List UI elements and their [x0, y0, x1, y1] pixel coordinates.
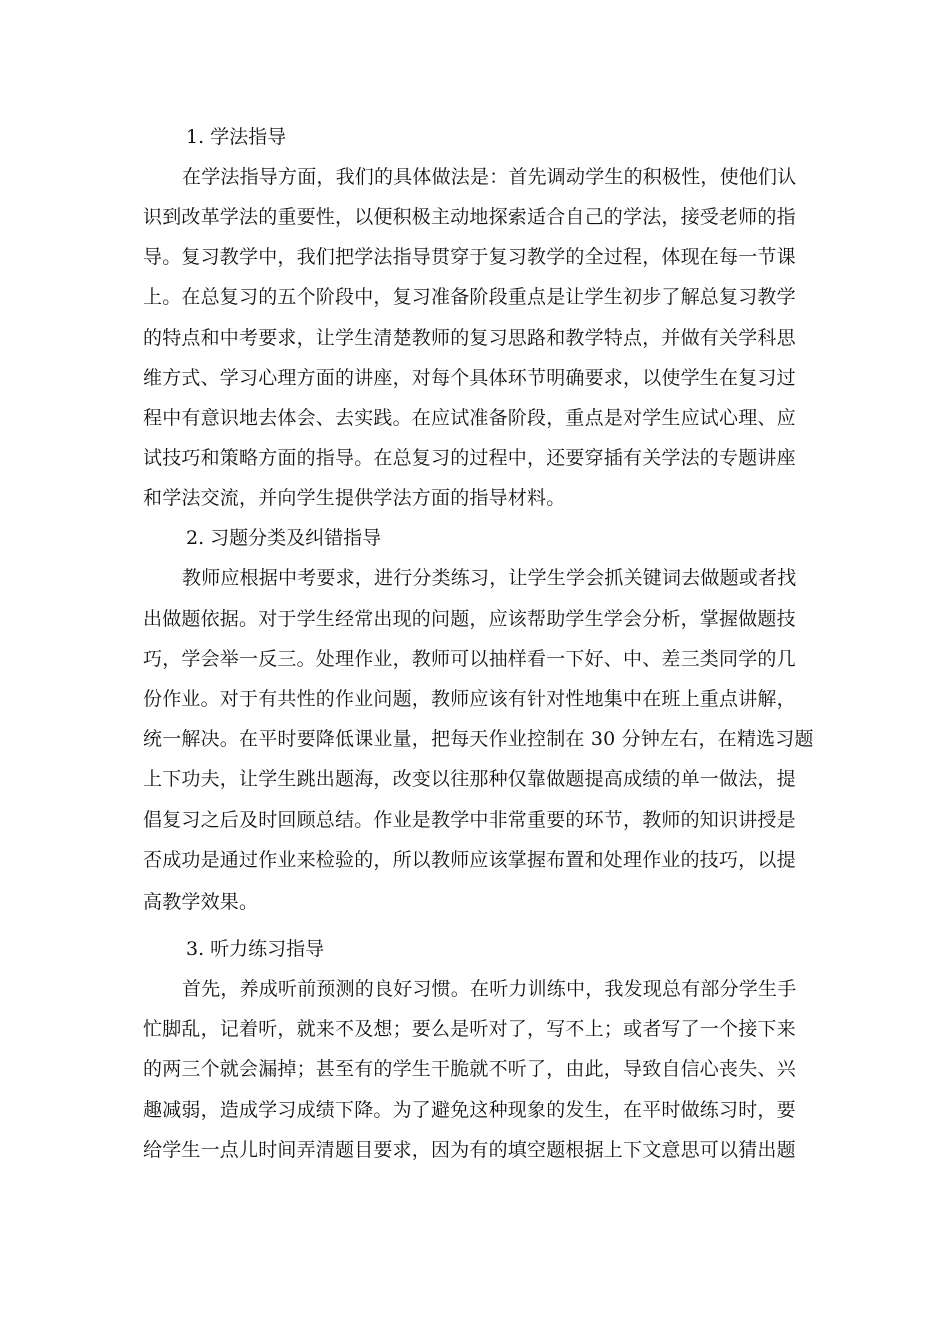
paragraph-line: 巧，学会举一反三。处理作业，教师可以抽样看一下好、中、差三类同学的几 — [143, 648, 796, 670]
paragraph-line: 的特点和中考要求，让学生清楚教师的复习思路和教学特点，并做有关学科思 — [143, 327, 796, 349]
paragraph-line: 给学生一点儿时间弄清题目要求，因为有的填空题根据上下文意思可以猜出题 — [143, 1139, 796, 1161]
paragraph-line: 统一解决。在平时要降低课业量，把每天作业控制在 30 分钟左右，在精选习题 — [143, 728, 814, 750]
paragraph-line: 上下功夫，让学生跳出题海，改变以往那种仅靠做题提高成绩的单一做法，提 — [143, 768, 796, 790]
paragraph-line: 和学法交流，并向学生提供学法方面的指导材料。 — [143, 487, 566, 509]
paragraph-line: 教师应根据中考要求，进行分类练习，让学生学会抓关键词去做题或者找 — [182, 567, 797, 589]
paragraph-line: 份作业。对于有共性的作业问题，教师应该有针对性地集中在班上重点讲解， — [143, 688, 796, 710]
section-heading-listening-practice: 3. 听力练习指导 — [186, 938, 325, 960]
paragraph-line: 倡复习之后及时回顾总结。作业是教学中非常重要的环节，教师的知识讲授是 — [143, 809, 796, 831]
paragraph-line: 试技巧和策略方面的指导。在总复习的过程中，还要穿插有关学法的专题讲座 — [143, 447, 796, 469]
paragraph-line: 否成功是通过作业来检验的，所以教师应该掌握布置和处理作业的技巧，以提 — [143, 849, 796, 871]
section-heading-exercise-classification: 2. 习题分类及纠错指导 — [186, 527, 382, 549]
paragraph-line: 的两三个就会漏掉；甚至有的学生干脆就不听了，由此，导致自信心丧失、兴 — [143, 1058, 796, 1080]
paragraph-line: 在学法指导方面，我们的具体做法是：首先调动学生的积极性，使他们认 — [182, 166, 797, 188]
paragraph-line: 出做题依据。对于学生经常出现的问题，应该帮助学生学会分析，掌握做题技 — [143, 608, 796, 630]
paragraph-line: 导。复习教学中，我们把学法指导贯穿于复习教学的全过程，体现在每一节课 — [143, 246, 796, 268]
paragraph-line: 程中有意识地去体会、去实践。在应试准备阶段，重点是对学生应试心理、应 — [143, 407, 796, 429]
paragraph-line: 忙脚乱，记着听，就来不及想；要么是听对了，写不上；或者写了一个接下来 — [143, 1018, 796, 1040]
paragraph-line: 趣减弱，造成学习成绩下降。为了避免这种现象的发生，在平时做练习时，要 — [143, 1099, 796, 1121]
paragraph-line: 上。在总复习的五个阶段中，复习准备阶段重点是让学生初步了解总复习教学 — [143, 286, 796, 308]
paragraph-line: 首先，养成听前预测的良好习惯。在听力训练中，我发现总有部分学生手 — [182, 978, 797, 1000]
section-heading-study-methods: 1. 学法指导 — [186, 126, 287, 148]
paragraph-line: 维方式、学习心理方面的讲座，对每个具体环节明确要求，以使学生在复习过 — [143, 367, 796, 389]
paragraph-line: 识到改革学法的重要性，以便积极主动地探索适合自己的学法，接受老师的指 — [143, 206, 796, 228]
paragraph-line: 高教学效果。 — [143, 891, 259, 913]
